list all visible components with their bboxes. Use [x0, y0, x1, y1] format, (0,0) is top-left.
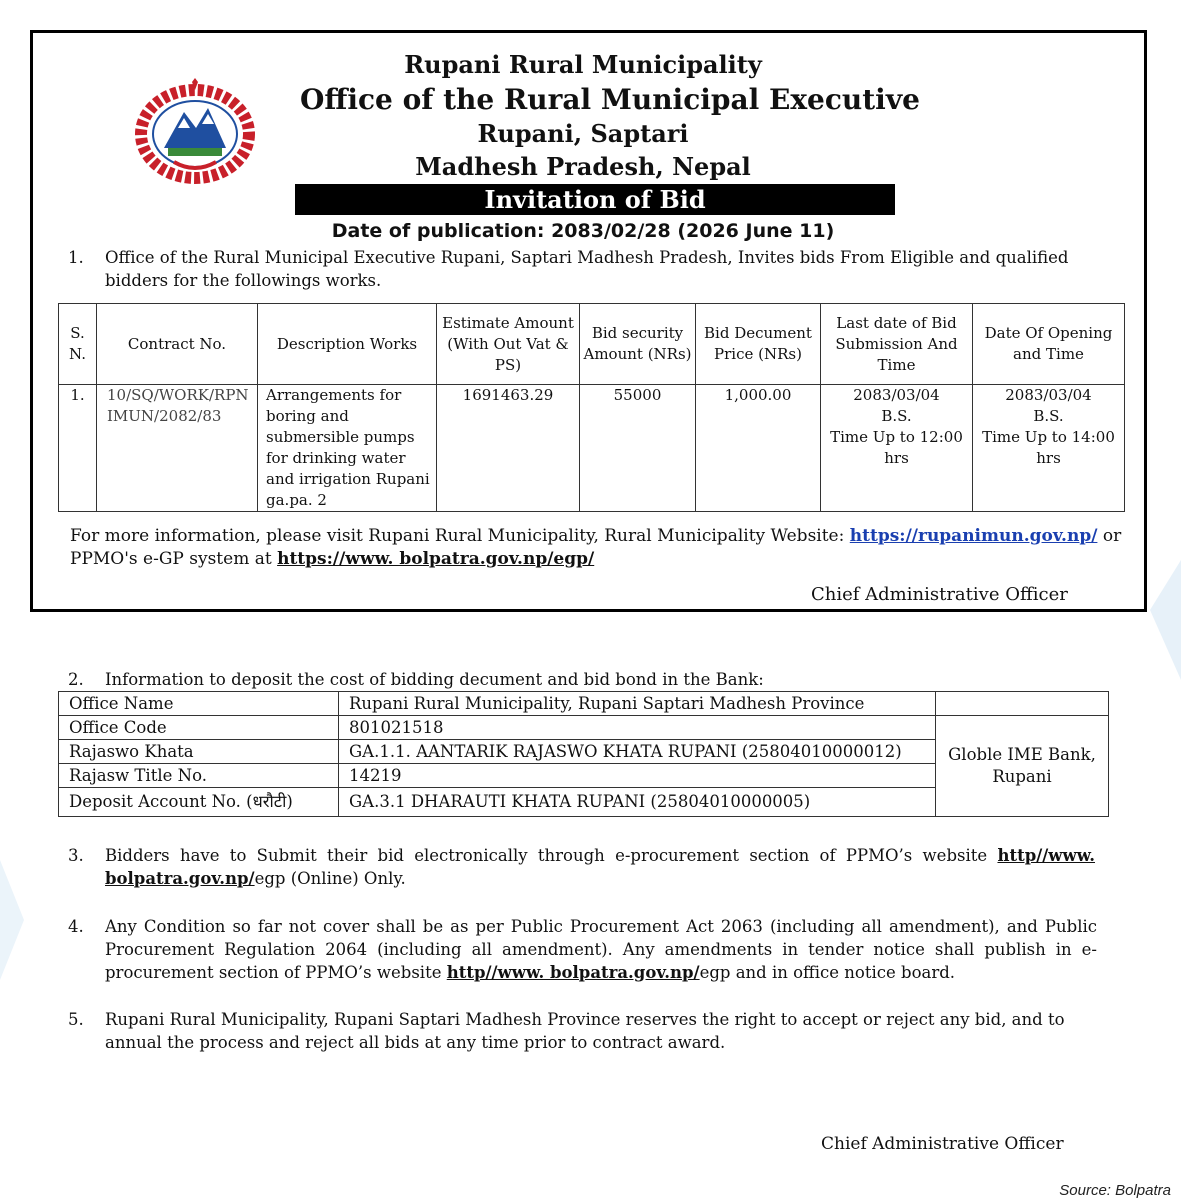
- office-location: Rupani, Saptari: [477, 119, 689, 148]
- invitation-banner: Invitation of Bid: [295, 184, 895, 215]
- header-document: Bid Decument Price (NRs): [696, 304, 821, 385]
- item1-line: bidders for the followings works.: [105, 271, 382, 290]
- bank-name: Globle IME Bank,: [948, 745, 1096, 764]
- table-header-row: [59, 304, 1125, 385]
- item5-text: [105, 1008, 1105, 1054]
- last-time: Time Up to 12:00 hrs: [830, 428, 963, 467]
- item4-line: Procurement Regulation 2064 (including all amendment). Any amendments in tender notice shall publish in e-: [105, 940, 1097, 959]
- bank-label: Rajasw Title No.: [59, 764, 339, 788]
- bank-value: 14219: [339, 764, 936, 788]
- bank-value: 801021518: [339, 716, 936, 740]
- item2-title: Information to deposit the cost of bidding decument and bid bond in the Bank:: [105, 670, 764, 689]
- item3-text: [105, 844, 1095, 890]
- bank-label: Office Name: [59, 692, 339, 716]
- item-number: 1.: [68, 248, 84, 267]
- item-number: 2.: [68, 670, 84, 689]
- bolpatra-link-b[interactable]: bolpatra.gov.np/: [105, 869, 255, 888]
- header-security: Bid security Amount (NRs): [580, 304, 696, 385]
- item5-line: annual the process and reject all bids at any time prior to contract award.: [105, 1033, 726, 1052]
- bank-value: GA.1.1. AANTARIK RAJASWO KHATA RUPANI (25804010000012): [339, 740, 936, 764]
- bank-branch: Rupani: [992, 767, 1052, 786]
- cell-opening: [973, 385, 1125, 512]
- item4-line3-suffix: egp and in office notice board.: [699, 963, 956, 982]
- office-province: Madhesh Pradesh, Nepal: [415, 152, 751, 181]
- cell-last-date: [821, 385, 973, 512]
- item-number: 5.: [68, 1010, 84, 1029]
- header-estimate: Estimate Amount (With Out Vat & PS): [437, 304, 580, 385]
- item5-line: Rupani Rural Municipality, Rupani Saptari Madhesh Province reserves the right to accept or reject any bid, and to: [105, 1010, 1065, 1029]
- item1-text: [105, 246, 1125, 292]
- header-opening: Date Of Opening and Time: [973, 304, 1125, 385]
- item4-line: Any Condition so far not cover shall be as per Public Procurement Act 2063 (including all amendment), and Public: [105, 917, 1097, 936]
- item-number: 3.: [68, 846, 84, 865]
- egp-link[interactable]: https://www. bolpatra.gov.np/egp/: [277, 549, 595, 569]
- table-row: [59, 692, 1109, 716]
- nepal-emblem-icon: [134, 78, 256, 186]
- cell-description: Arrangements for boring and submersible pumps for drinking water and irrigation Rupani ga.pa. 2: [258, 385, 437, 512]
- header-contract: Contract No.: [97, 304, 258, 385]
- edge-arrow-shape: [0, 860, 30, 980]
- cell-security: 55000: [580, 385, 696, 512]
- header-sn: S. N.: [59, 304, 97, 385]
- bolpatra-link[interactable]: http//www. bolpatra.gov.np/: [446, 963, 700, 982]
- cell-estimate: 1691463.29: [437, 385, 580, 512]
- bank-table: [58, 691, 1109, 817]
- bank-value: GA.3.1 DHARAUTI KHATA RUPANI (25804010000005): [339, 788, 936, 817]
- municipality-name: Rupani Rural Municipality: [404, 50, 762, 79]
- egp-prefix: PPMO's e-GP system at: [70, 549, 272, 569]
- cell-contract: 10/SQ/WORK/RPNIMUN/2082/83: [97, 385, 258, 512]
- item3-text2: egp (Online) Only.: [254, 869, 406, 888]
- signature-top: Chief Administrative Officer: [811, 584, 1068, 605]
- bank-label: Deposit Account No. (धरौटी): [59, 788, 339, 817]
- bank-label: Rajaswo Khata: [59, 740, 339, 764]
- more-info-prefix: For more information, please visit Rupani Rural Municipality, Rural Municipality Website:: [70, 526, 845, 546]
- item4-text: [105, 915, 1097, 984]
- bid-table: [58, 303, 1125, 512]
- bolpatra-link-a[interactable]: http//www.: [997, 846, 1095, 865]
- cell-document: 1,000.00: [696, 385, 821, 512]
- office-title: Office of the Rural Municipal Executive: [300, 83, 920, 116]
- more-info-or: or: [1102, 526, 1122, 546]
- table-row: [59, 385, 1125, 512]
- bank-value: Rupani Rural Municipality, Rupani Saptari Madhesh Province: [339, 692, 936, 716]
- bank-empty-cell: [936, 692, 1109, 716]
- source-credit: Source: Bolpatra: [1059, 1182, 1171, 1199]
- bank-label: Office Code: [59, 716, 339, 740]
- signature-bottom: Chief Administrative Officer: [821, 1134, 1064, 1154]
- header-last-date: Last date of Bid Submission And Time: [821, 304, 973, 385]
- item-number: 4.: [68, 917, 84, 936]
- opening-time: Time Up to 14:00 hrs: [982, 428, 1115, 467]
- table-row: [59, 716, 1109, 740]
- item1-line: Office of the Rural Municipal Executive Rupani, Saptari Madhesh Pradesh, Invites bids From Eligible and qualified: [105, 248, 1069, 267]
- item4-line3-prefix: procurement section of PPMO’s website: [105, 963, 442, 982]
- bank-name-cell: [936, 716, 1109, 817]
- more-info: [70, 525, 1130, 571]
- opening-date: 2083/03/04: [1005, 386, 1092, 404]
- cell-sn: 1.: [59, 385, 97, 512]
- watermark: ​: [218, 400, 282, 434]
- website-link[interactable]: https://rupanimun.gov.np/: [849, 526, 1098, 546]
- publication-date: Date of publication: 2083/02/28 (2026 June 11): [331, 220, 835, 242]
- opening-bs: B.S.: [1033, 407, 1064, 425]
- last-date: 2083/03/04: [853, 386, 940, 404]
- header-description: Description Works: [258, 304, 437, 385]
- item3-text1: Bidders have to Submit their bid electronically through e-procurement section of PPMO’s website: [105, 846, 988, 865]
- last-bs: B.S.: [881, 407, 912, 425]
